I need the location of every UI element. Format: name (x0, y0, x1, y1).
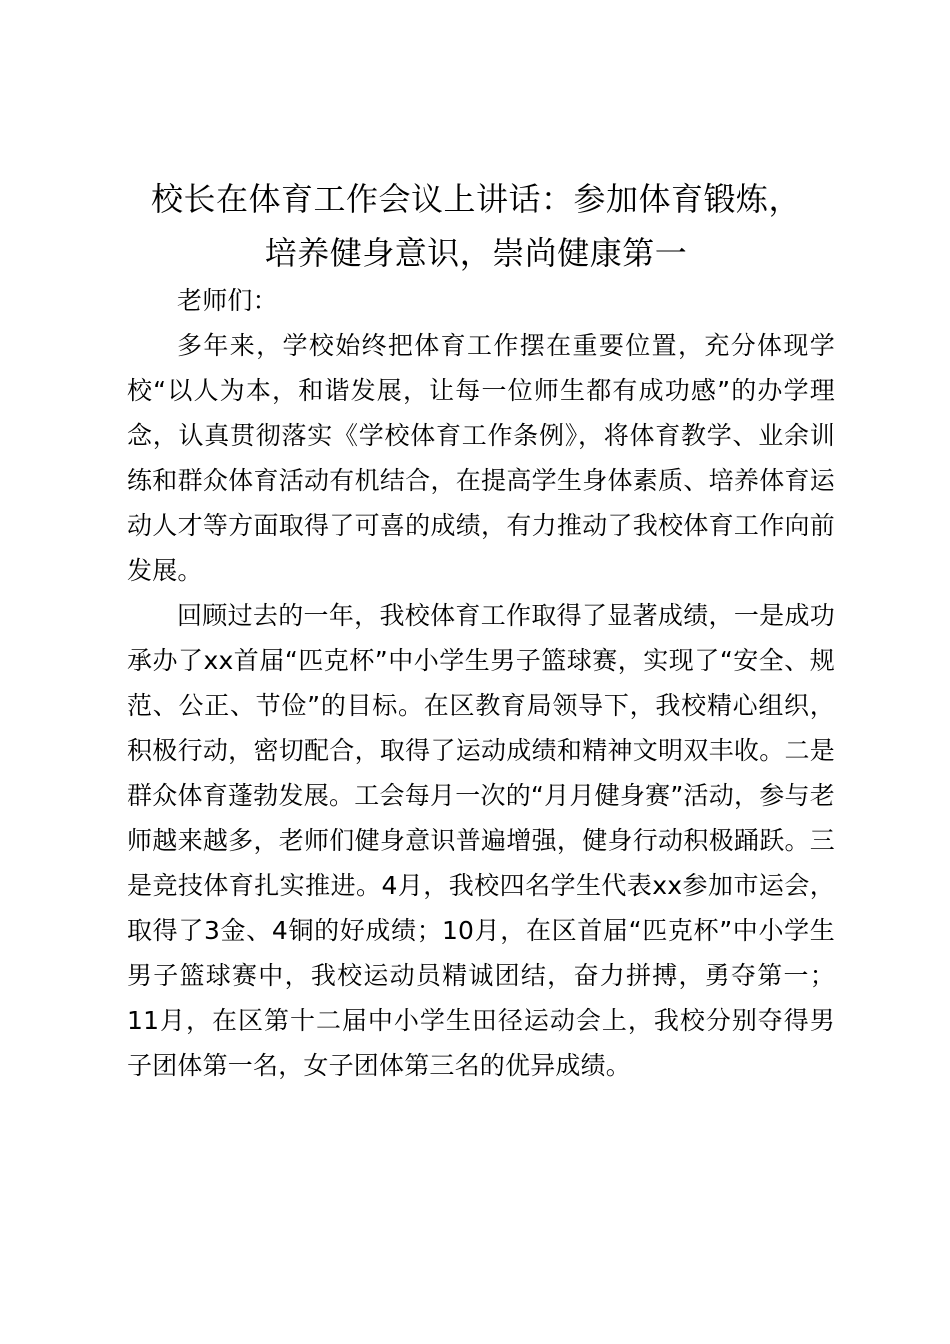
document-title (120, 172, 832, 280)
title-line-1: 校长在体育工作会议上讲话：参加体育锻炼， (150, 180, 801, 218)
paragraph-2: 回顾过去的一年，我校体育工作取得了显著成绩，一是成功承办了xx首届“匹克杯”中小学生男子篮球赛，实现了“安全、规范、公正、节俭”的目标。在区教育局领导下，我校精心组织，积极行动，密切配合，取得了运动成绩和精神文明双丰收。二是群众体育蓬勃发展。工会每月一次的“月月健身赛”活动，参与老师越来越多，老师们健身意识普遍增强，健身行动积极踊跃。三是竞技体育扎实推进。4月，我校四名学生代表xx参加市运会，取得了3金、4铜的好成绩；10月，在区首届“匹克杯”中小学生男子篮球赛中，我校运动员精诚团结，奋力拼搏，勇夺第一；11月，在区第十二届中小学生田径运动会上，我校分别夺得男子团体第一名，女子团体第三名的优异成绩。 (127, 601, 835, 1080)
title-line-2: 培养健身意识，崇尚健康第一 (264, 234, 688, 272)
document-body (127, 278, 835, 1088)
salutation: 老师们： (177, 286, 278, 315)
paragraph-1: 多年来，学校始终把体育工作摆在重要位置，充分体现学校“以人为本，和谐发展，让每一位师生都有成功感”的办学理念，认真贯彻落实《学校体育工作条例》，将体育教学、业余训练和群众体育活动有机结合，在提高学生身体素质、培养体育运动人才等方面取得了可喜的成绩，有力推动了我校体育工作向前发展。 (127, 331, 835, 585)
